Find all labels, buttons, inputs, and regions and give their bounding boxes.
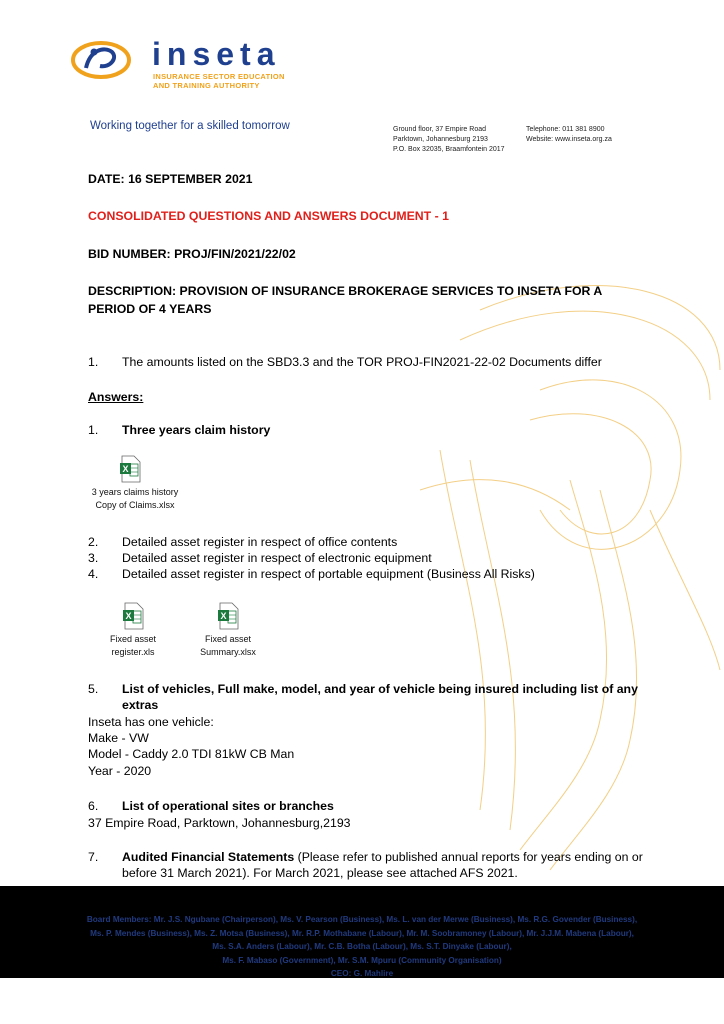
doc-date: DATE: 16 SEPTEMBER 2021	[88, 172, 253, 186]
answer-title: List of operational sites or branches	[122, 799, 334, 813]
attachment-asset-summary[interactable]	[193, 602, 263, 659]
excel-file-icon	[122, 602, 144, 630]
answers-heading: Answers:	[88, 390, 144, 404]
answer-number: 6.	[88, 799, 99, 813]
answer-number: 3.	[88, 551, 99, 565]
brand-subtitle-line: INSURANCE SECTOR EDUCATION	[153, 72, 285, 81]
footer-line: Ms. P. Mendes (Business), Ms. Z. Motsa (Business), Mr. R.P. Mothabane (Labour), Mr. M. Soobramoney (Labour), Mr. J.J.M. Mabena (Labour),	[90, 929, 634, 938]
brand-subtitle	[153, 72, 285, 90]
answer-title: Audited Financial Statements	[122, 850, 295, 864]
attachment-asset-register[interactable]	[103, 602, 163, 659]
description-line-2: PERIOD OF 4 YEARS	[88, 302, 212, 316]
answer-text	[122, 849, 658, 865]
svg-text:X: X	[125, 611, 132, 621]
answer-title: extras	[122, 698, 159, 712]
excel-file-icon	[119, 455, 141, 483]
vehicle-line: Year - 2020	[88, 764, 152, 778]
doc-title: CONSOLIDATED QUESTIONS AND ANSWERS DOCUMENT - 1	[88, 209, 449, 223]
vehicle-line: Inseta has one vehicle:	[88, 715, 214, 729]
attachment-filename-line: Fixed asset	[109, 634, 157, 644]
answer-number: 5.	[88, 682, 99, 696]
answer-text: Detailed asset register in respect of electronic equipment	[122, 551, 432, 565]
address-block	[393, 125, 505, 155]
attachment-filename-line: 3 years claims history	[91, 487, 179, 497]
attachment-filename-line: Copy of Claims.xlsx	[95, 500, 175, 510]
brand-name: inseta	[152, 36, 281, 72]
footer-line: Ms. S.A. Anders (Labour), Mr. C.B. Botha (Labour), Ms. S.T. Dinyake (Labour),	[212, 942, 512, 951]
answer-number: 7.	[88, 850, 99, 864]
attachment-filename-line: Summary.xlsx	[200, 647, 256, 657]
answer-text: Detailed asset register in respect of office contents	[122, 535, 398, 549]
inseta-logo-icon	[70, 38, 132, 82]
vehicle-line: Make - VW	[88, 731, 149, 745]
address-line: Ground floor, 37 Empire Road	[393, 126, 486, 133]
footer-ceo: CEO: G. Mahlire	[330, 969, 394, 977]
brand-subtitle-line: AND TRAINING AUTHORITY	[153, 81, 260, 90]
website: Website: www.inseta.org.za	[526, 136, 612, 143]
vehicle-line: Model - Caddy 2.0 TDI 81kW CB Man	[88, 747, 295, 761]
description-line-1: DESCRIPTION: PROVISION OF INSURANCE BROKERAGE SERVICES TO INSETA FOR A	[88, 284, 603, 298]
site-address: 37 Empire Road, Parktown, Johannesburg,2193	[88, 816, 351, 830]
svg-text:X: X	[220, 611, 227, 621]
question-text: The amounts listed on the SBD3.3 and the TOR PROJ-FIN2021-22-02 Documents differ	[122, 355, 602, 369]
contact-block	[526, 125, 612, 145]
attachment-filename-line: Fixed asset	[204, 634, 252, 644]
svg-text:X: X	[122, 464, 129, 474]
tagline: Working together for a skilled tomorrow	[90, 120, 290, 132]
attachment-claims-history[interactable]	[85, 455, 185, 512]
address-line: P.O. Box 32035, Braamfontein 2017	[393, 146, 505, 153]
bid-number: BID NUMBER: PROJ/FIN/2021/22/02	[88, 247, 296, 261]
answer-number: 1.	[88, 423, 99, 437]
attachment-filename-line: register.xls	[111, 647, 155, 657]
excel-file-icon	[217, 602, 239, 630]
footer-line: Ms. F. Mabaso (Government), Mr. S.M. Mpuru (Community Organisation)	[222, 956, 502, 965]
answer-title: List of vehicles, Full make, model, and year of vehicle being insured including list of any	[122, 682, 638, 696]
answer-number: 2.	[88, 535, 99, 549]
footer-line: Board Members: Mr. J.S. Ngubane (Chairperson), Ms. V. Pearson (Business), Ms. L. van der Merwe (Business), Ms. R.G. Govender (Business),	[86, 915, 638, 924]
telephone: Telephone: 011 381 8900	[526, 126, 605, 133]
answer-title: Three years claim history	[122, 423, 271, 437]
answer-text-rest: (Please refer to published annual reports for years ending on or	[294, 850, 643, 864]
answer-text: Detailed asset register in respect of portable equipment (Business All Risks)	[122, 567, 535, 581]
question-number: 1.	[88, 355, 99, 369]
answer-text: before 31 March 2021). For March 2021, please see attached AFS 2021.	[122, 866, 518, 880]
answer-number: 4.	[88, 567, 99, 581]
address-line: Parktown, Johannesburg 2193	[393, 136, 488, 143]
